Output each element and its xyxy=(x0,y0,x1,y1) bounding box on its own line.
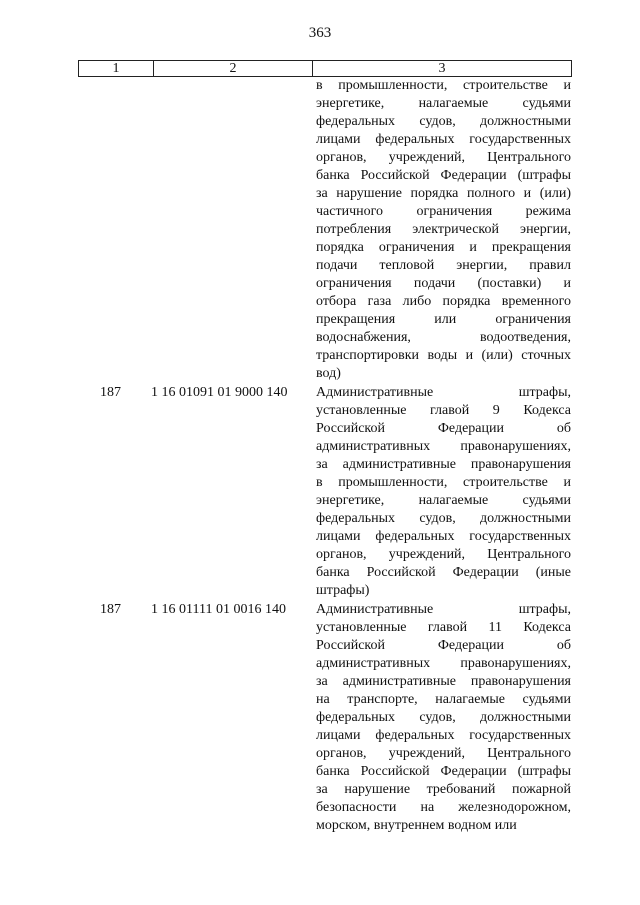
text-line: органов, учреждений, Центрального xyxy=(316,746,571,761)
text-line: порядка ограничения и прекращения xyxy=(316,240,571,255)
row-number: 187 xyxy=(100,602,121,617)
text-line: частичного ограничения режима xyxy=(316,204,571,219)
text-line: прекращения или ограничения xyxy=(316,312,571,327)
text-line: на транспорте, налагаемые судьями xyxy=(316,692,571,707)
text-line: вод) xyxy=(316,366,341,381)
text-line: органов, учреждений, Центрального xyxy=(316,547,571,562)
text-line: за нарушение требований пожарной xyxy=(316,782,571,797)
text-line: банка Российской Федерации (штрафы xyxy=(316,168,571,183)
table-column-header-row xyxy=(78,60,572,77)
text-line: административных правонарушениях, xyxy=(316,439,571,454)
column-header-2: 2 xyxy=(154,61,313,76)
text-line: федеральных судов, должностными xyxy=(316,511,571,526)
row-description xyxy=(316,601,571,835)
column-header-3: 3 xyxy=(438,61,446,76)
text-line: Российской Федерации об xyxy=(316,638,571,653)
text-line: энергетике, налагаемые судьями xyxy=(316,96,571,111)
text-line: за административные правонарушения xyxy=(316,674,571,689)
text-line: банка Российской Федерации (штрафы xyxy=(316,764,571,779)
text-line: лицами федеральных государственных xyxy=(316,529,571,544)
text-line: водоснабжения, водоотведения, xyxy=(316,330,571,345)
text-line: в промышленности, строительстве и xyxy=(316,475,571,490)
text-line: административных правонарушениях, xyxy=(316,656,571,671)
text-line: ограничения подачи (поставки) и xyxy=(316,276,571,291)
text-line: подачи тепловой энергии, правил xyxy=(316,258,571,273)
text-line: энергетике, налагаемые судьями xyxy=(316,493,571,508)
text-line: банка Российской Федерации (иные xyxy=(316,565,571,580)
text-line: федеральных судов, должностными xyxy=(316,114,571,129)
text-line: отбора газа либо порядка временного xyxy=(316,294,571,309)
text-line: за нарушение порядка полного и (или) xyxy=(316,186,571,201)
text-line: лицами федеральных государственных xyxy=(316,728,571,743)
classification-code: 1 16 01111 01 0016 140 xyxy=(151,602,286,617)
text-line: Административные штрафы, xyxy=(316,602,571,617)
text-line: федеральных судов, должностными xyxy=(316,710,571,725)
row-number: 187 xyxy=(100,385,121,400)
text-line: Российской Федерации об xyxy=(316,421,571,436)
text-line: за административные правонарушения xyxy=(316,457,571,472)
text-line: органов, учреждений, Центрального xyxy=(316,150,571,165)
text-line: установленные главой 9 Кодекса xyxy=(316,403,571,418)
row-description xyxy=(316,384,571,600)
text-line: безопасности на железнодорожном, xyxy=(316,800,571,815)
page-number: 363 xyxy=(308,25,332,41)
text-line: в промышленности, строительстве и xyxy=(316,78,571,93)
text-line: лицами федеральных государственных xyxy=(316,132,571,147)
text-line: установленные главой 11 Кодекса xyxy=(316,620,571,635)
text-line: морском, внутреннем водном или xyxy=(316,818,517,833)
column-header-1: 1 xyxy=(79,61,154,76)
classification-code: 1 16 01091 01 9000 140 xyxy=(151,385,288,400)
continued-description xyxy=(316,77,571,383)
text-line: транспортировки воды и (или) сточных xyxy=(316,348,571,363)
text-line: потребления электрической энергии, xyxy=(316,222,571,237)
text-line: Административные штрафы, xyxy=(316,385,571,400)
text-line: штрафы) xyxy=(316,583,370,598)
